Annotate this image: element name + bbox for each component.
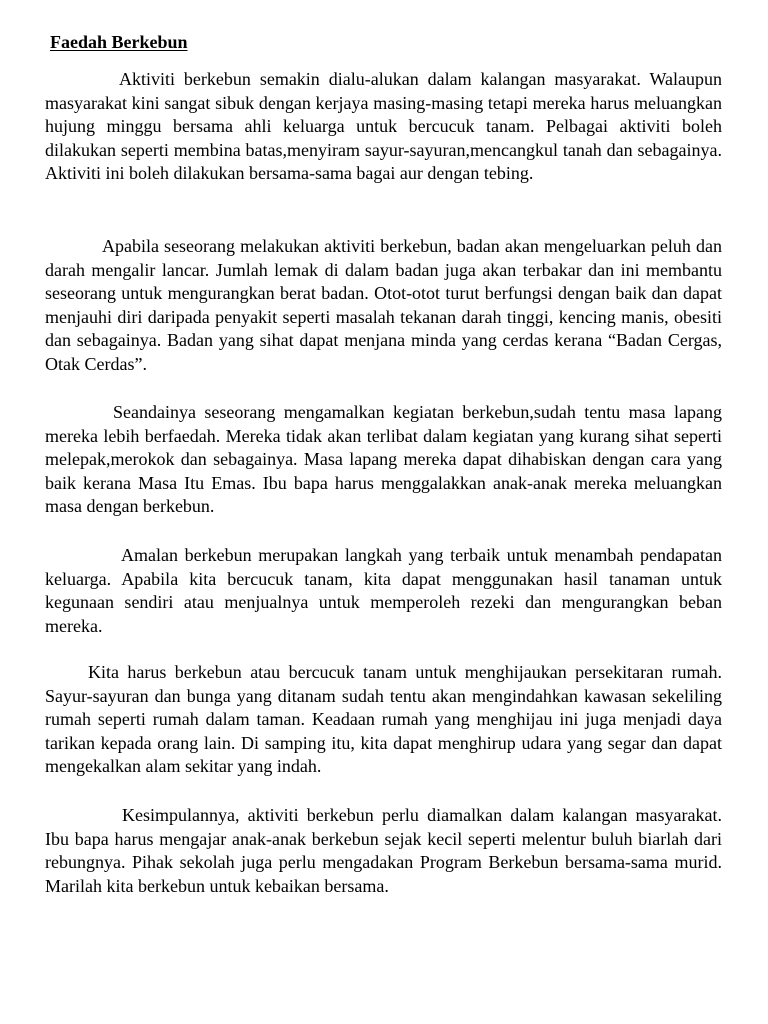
paragraph-6: Kesimpulannya, aktiviti berkebun perlu diamalkan dalam kalangan masyarakat. Ibu bapa harus mengajar anak-anak berkebun sejak kecil seperti melentur buluh biarlah dari rebungnya. Pihak sekolah juga perlu mengadakan Program Berkebun bersama-sama murid. Marilah kita berkebun untuk kebaikan bersama. — [45, 805, 722, 896]
paragraph-5: Kita harus berkebun atau bercucuk tanam untuk menghijaukan persekitaran rumah. Sayur-sayuran dan bunga yang ditanam sudah tentu akan mengindahkan kawasan sekeliling rumah seperti rumah dalam taman. Keadaan rumah yang menghijau ini juga menjadi daya tarikan kepada orang lain. Di samping itu, kita dapat menghirup udara yang segar dan dapat mengekalkan alam sekitar yang indah. — [45, 662, 722, 776]
paragraph-2: Apabila seseorang melakukan aktiviti berkebun, badan akan mengeluarkan peluh dan darah mengalir lancar. Jumlah lemak di dalam badan juga akan terbakar dan ini membantu seseorang untuk mengurangkan berat badan. Otot-otot turut berfungsi dengan baik dan dapat menjauhi diri daripada penyakit seperti masalah tekanan darah tinggi, kencing manis, obesiti dan sebagainya. Badan yang sihat dapat menjana minda yang cerdas kerana “Badan Cergas, Otak Cerdas”. — [45, 236, 722, 374]
paragraph-4: Amalan berkebun merupakan langkah yang terbaik untuk menambah pendapatan keluarga. Apabila kita bercucuk tanam, kita dapat menggunakan hasil tanaman untuk kegunaan sendiri atau menjualnya untuk memperoleh rezeki dan mengurangkan beban mereka. — [45, 545, 722, 636]
paragraph-1: Aktiviti berkebun semakin dialu-alukan dalam kalangan masyarakat. Walaupun masyarakat kini sangat sibuk dengan kerjaya masing-masing tetapi mereka harus meluangkan hujung minggu bersama ahli keluarga untuk bercucuk tanam. Pelbagai aktiviti boleh dilakukan seperti membina batas,menyiram sayur-sayuran,mencangkul tanah dan sebagainya. Aktiviti ini boleh dilakukan bersama-sama bagai aur dengan tebing. — [45, 69, 722, 183]
paragraph-3: Seandainya seseorang mengamalkan kegiatan berkebun,sudah tentu masa lapang mereka lebih berfaedah. Mereka tidak akan terlibat dalam kegiatan yang kurang sihat seperti melepak,merokok dan sebagainya. Masa lapang mereka dapat dihabiskan dengan cara yang baik kerana Masa Itu Emas. Ibu bapa harus menggalakkan anak-anak mereka meluangkan masa dengan berkebun. — [45, 402, 722, 516]
document-title: Faedah Berkebun — [50, 32, 188, 52]
